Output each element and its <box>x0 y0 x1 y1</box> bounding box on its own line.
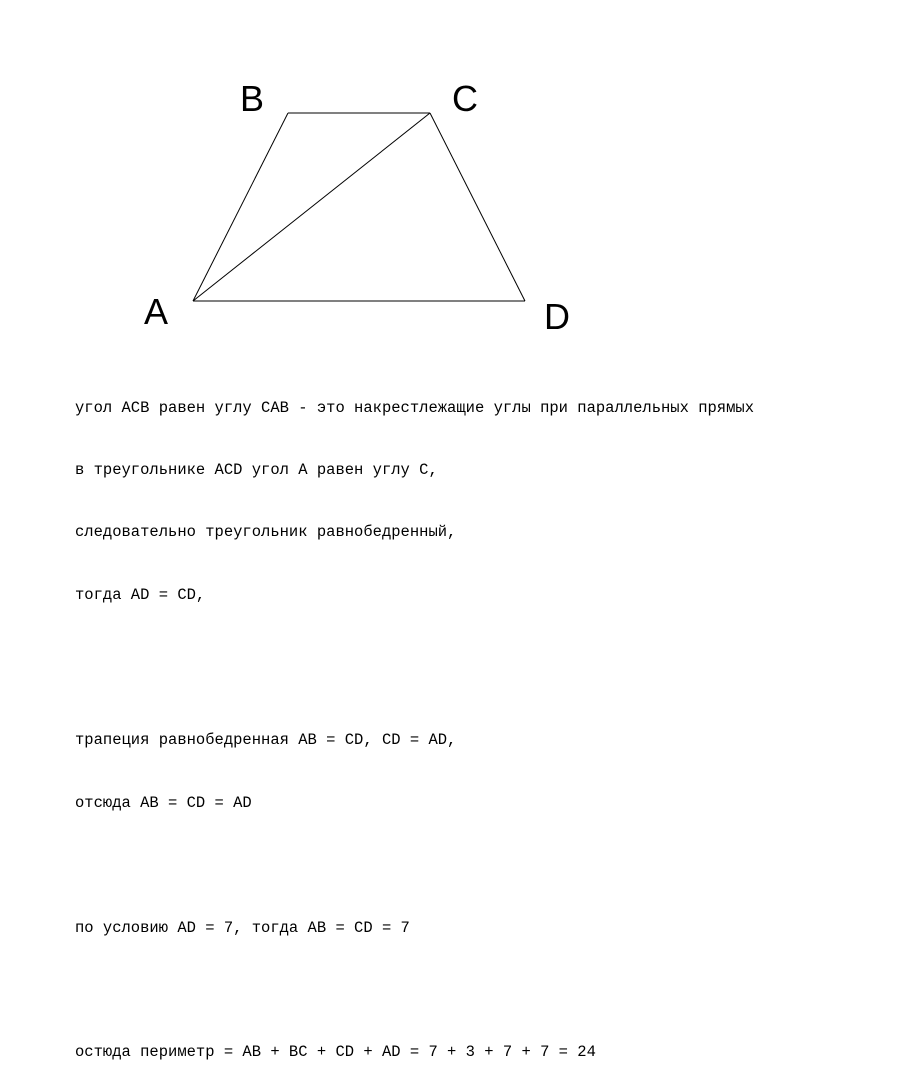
paragraph-spacer <box>75 855 895 876</box>
solution-line: в треугольнике АСD угол А равен углу С, <box>75 460 438 479</box>
paragraph-spacer <box>75 647 895 689</box>
vertex-label-c: C <box>452 78 478 119</box>
side-ab <box>193 113 288 301</box>
diagonal-ac <box>193 113 430 301</box>
trapezoid-shape <box>193 113 525 301</box>
vertex-label-a: A <box>144 291 169 332</box>
side-cd <box>430 113 525 301</box>
vertex-label-d: D <box>544 296 570 337</box>
solution-line: трапеция равнобедренная AB = CD, CD = AD, <box>75 731 457 750</box>
solution-line: отсюда AB = CD = AD <box>75 793 252 812</box>
vertex-label-b: B <box>240 78 265 119</box>
solution-line: тогда AD = CD, <box>75 585 206 604</box>
solution-line: остюда периметр = AB + BC + CD + AD = 7 + 3 + 7 + 7 = 24 <box>75 1043 596 1062</box>
solution-text <box>75 356 895 1084</box>
paragraph-spacer <box>75 980 895 1001</box>
solution-line: по условию AD = 7, тогда AB = CD = 7 <box>75 918 410 937</box>
solution-line: следовательно треугольник равнобедренный, <box>75 523 457 542</box>
solution-line: угол АСВ равен углу САВ - это накрестлежащие углы при параллельных прямых <box>75 398 755 417</box>
